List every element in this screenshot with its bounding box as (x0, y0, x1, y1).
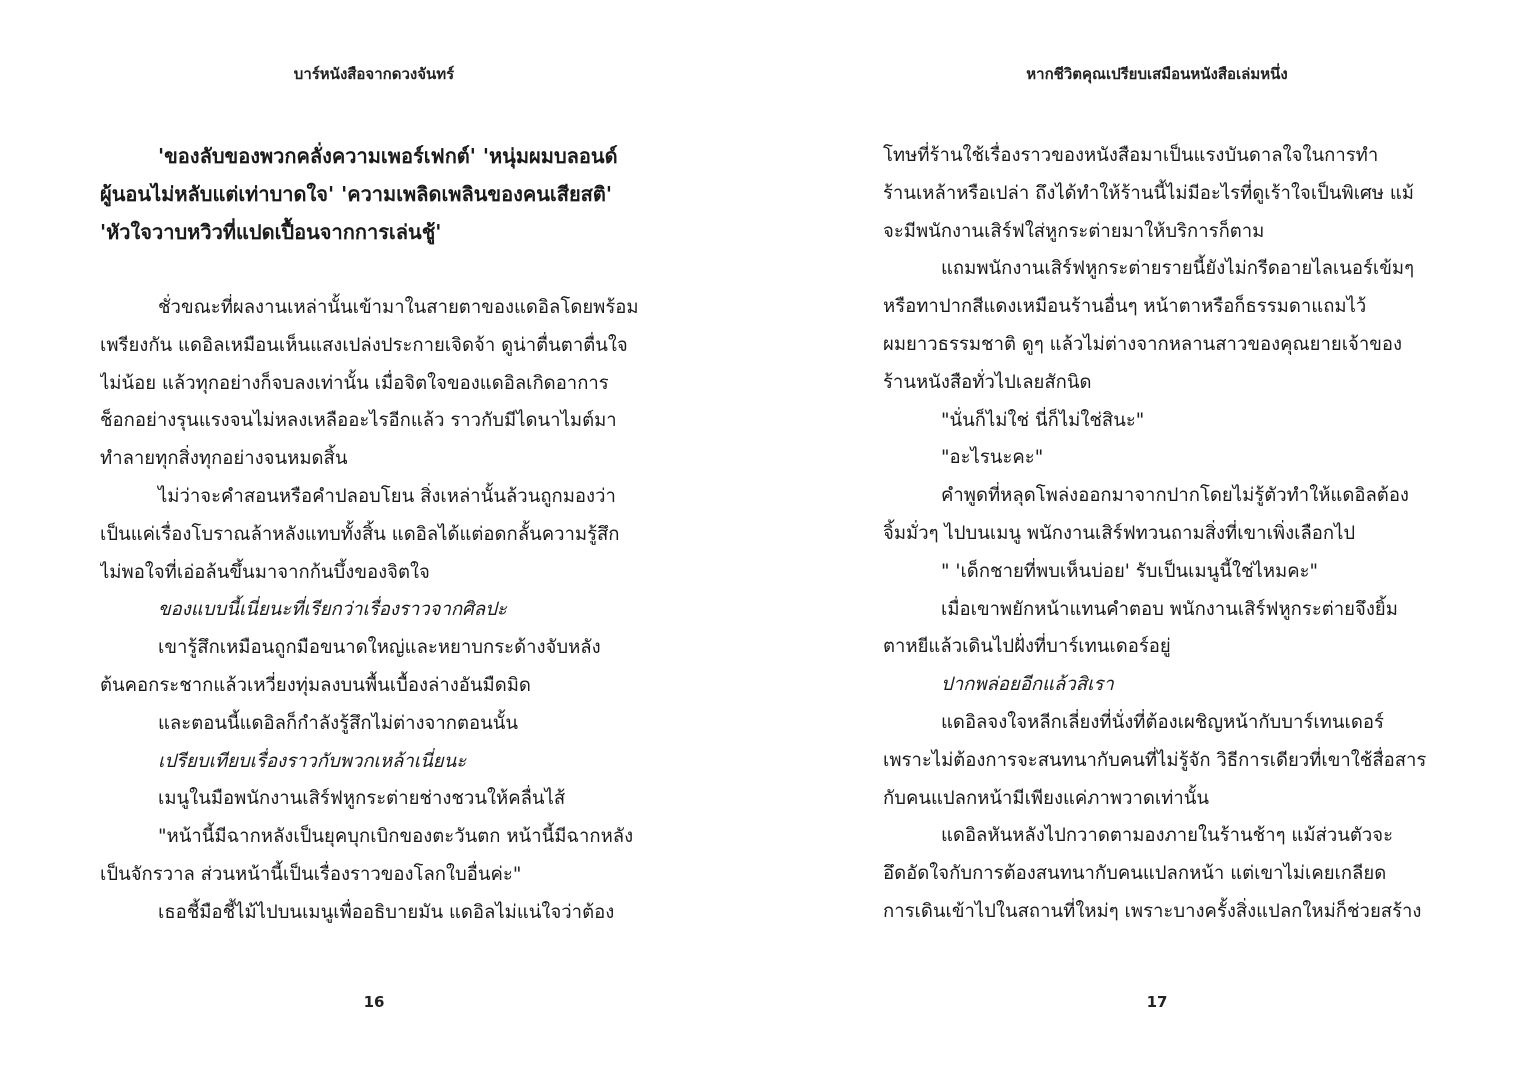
dialogue-line: "หน้านี้มีฉากหลังเป็นยุคบุกเบิกของตะวันตก หน้านี้มีฉากหลัง (158, 826, 634, 848)
epigraph-line: ผู้นอนไม่หลับแต่เท่าบาดใจ' 'ความเพลิดเพลินของคนเสียสติ' (100, 182, 613, 206)
text-line: จะมีพนักงานเสิร์ฟใส่หูกระต่ายมาให้บริการก็ตาม (883, 220, 1265, 242)
text-line: เมื่อเขาพยักหน้าแทนคำตอบ พนักงานเสิร์ฟหูกระต่ายจึงยิ้ม (941, 598, 1398, 620)
epigraph-line: 'ของลับของพวกคลั่งความเพอร์เฟกต์' 'หนุ่มผมบลอนด์ (158, 144, 618, 168)
text-line: อึดอัดใจกับการต้องสนทนากับคนแปลกหน้า แต่เขาไม่เคยเกลียด (883, 863, 1387, 885)
running-head-left: บาร์หนังสือจากดวงจันทร์ (293, 65, 455, 83)
right-body-text (883, 137, 1431, 931)
text-line: ไม่พอใจที่เอ่อล้นขึ้นมาจากก้นบึ้งของจิตใจ (100, 561, 430, 583)
text-line: เขารู้สึกเหมือนถูกมือขนาดใหญ่และหยาบกระด้างจับหลัง (158, 637, 601, 659)
text-line: ทำลายทุกสิ่งทุกอย่างจนหมดสิ้น (100, 448, 348, 470)
text-line: คำพูดที่หลุดโพล่งออกมาจากปากโดยไม่รู้ตัวทำให้แดอิลต้อง (941, 485, 1409, 507)
text-line: เป็นแค่เรื่องโบราณล้าหลังแทบทั้งสิ้น แดอิลได้แต่อดกลั้นความรู้สึก (100, 523, 620, 545)
italic-thought-line: ของแบบนี้เนี่ยนะที่เรียกว่าเรื่องราวจากศิลปะ (158, 599, 507, 621)
text-line: เพรียงกัน แดอิลเหมือนเห็นแสงเปล่งประกายเจิดจ้า ดูน่าตื่นตาตื่นใจ (100, 334, 628, 356)
dialogue-line: "นั่นก็ไม่ใช่ นี่ก็ไม่ใช่สินะ" (941, 409, 1145, 431)
text-line: แดอิลจงใจหลีกเลี่ยงที่นั่งที่ต้องเผชิญหน้ากับบาร์เทนเดอร์ (941, 711, 1384, 733)
text-line: เธอชี้มือชี้ไม้ไปบนเมนูเพื่ออธิบายมัน แดอิลไม่แน่ใจว่าต้อง (158, 901, 615, 923)
left-page (100, 0, 648, 1069)
text-line: เพราะไม่ต้องการจะสนทนากับคนที่ไม่รู้จัก วิธีการเดียวที่เขาใช้สื่อสาร (883, 749, 1427, 771)
text-line: จิ้มมั่วๆ ไปบนเมนู พนักงานเสิร์ฟทวนถามสิ่งที่เขาเพิ่งเลือกไป (883, 522, 1356, 544)
dialogue-line: เป็นจักรวาล ส่วนหน้านี้เป็นเรื่องราวของโลกใบอื่นค่ะ" (100, 863, 522, 885)
running-head-right: หากชีวิตคุณเปรียบเสมือนหนังสือเล่มหนึ่ง (1026, 65, 1288, 83)
text-line: แดอิลหันหลังไปกวาดตามองภายในร้านช้าๆ แม้ส่วนตัวจะ (941, 825, 1394, 847)
text-line: ผมยาวธรรมชาติ ดูๆ แล้วไม่ต่างจากหลานสาวของคุณยายเจ้าของ (883, 333, 1403, 355)
text-line: แถมพนักงานเสิร์ฟหูกระต่ายรายนี้ยังไม่กรีดอายไลเนอร์เข้มๆ (941, 258, 1415, 280)
text-line: ร้านเหล้าหรือเปล่า ถึงได้ทำให้ร้านนี้ไม่มีอะไรที่ดูเร้าใจเป็นพิเศษ แม้ (883, 182, 1414, 204)
text-line: และตอนนี้แดอิลก็กำลังรู้สึกไม่ต่างจากตอนนั้น (158, 712, 519, 734)
page-number-left: 16 (363, 993, 385, 1011)
text-line: ไม่ว่าจะคำสอนหรือคำปลอบโยน สิ่งเหล่านั้นล้วนถูกมองว่า (158, 485, 616, 507)
text-line: ชั่วขณะที่ผลงานเหล่านั้นเข้ามาในสายตาของแดอิลโดยพร้อม (158, 297, 639, 318)
epigraph-line: 'หัวใจวาบหวิวที่แปดเปื้อนจากการเล่นชู้' (100, 220, 442, 244)
text-line: การเดินเข้าไปในสถานที่ใหม่ๆ เพราะบางครั้งสิ่งแปลกใหม่ก็ช่วยสร้าง (883, 900, 1422, 922)
text-line: เมนูในมือพนักงานเสิร์ฟหูกระต่ายช่างชวนให้คลื่นไส้ (158, 788, 566, 810)
text-line: ไม่น้อย แล้วทุกอย่างก็จบลงเท่านั้น เมื่อจิตใจของแดอิลเกิดอาการ (100, 372, 609, 394)
left-body-text (100, 289, 648, 932)
text-line: หรือทาปากสีแดงเหมือนร้านอื่นๆ หน้าตาหรือก็ธรรมดาแถมไว้ (883, 296, 1367, 318)
epigraph (100, 137, 648, 251)
page-number-right: 17 (1146, 993, 1168, 1011)
text-line: ร้านหนังสือทั่วไปเลยสักนิด (883, 371, 1092, 393)
italic-thought-line: เปรียบเทียบเรื่องราวกับพวกเหล้าเนี่ยนะ (158, 750, 467, 772)
right-page (883, 0, 1431, 1069)
text-line: กับคนแปลกหน้ามีเพียงแค่ภาพวาดเท่านั้น (883, 787, 1210, 809)
text-line: ต้นคอกระชากแล้วเหวี่ยงทุ่มลงบนพื้นเบื้องล่างอันมืดมิด (100, 674, 531, 696)
text-line: โทษที่ร้านใช้เรื่องราวของหนังสือมาเป็นแรงบันดาลใจในการทำ (883, 145, 1379, 166)
text-line: ช็อกอย่างรุนแรงจนไม่หลงเหลืออะไรอีกแล้ว ราวกับมีไดนาไมต์มา (100, 410, 617, 432)
dialogue-line: " 'เด็กชายที่พบเห็นบ่อย' รับเป็นเมนูนี้ใช่ไหมคะ" (941, 560, 1319, 582)
dialogue-line: "อะไรนะคะ" (941, 447, 1044, 469)
text-line: ตาหยีแล้วเดินไปฝั่งที่บาร์เทนเดอร์อยู่ (883, 636, 1171, 658)
italic-thought-line: ปากพล่อยอีกแล้วสิเรา (941, 674, 1114, 696)
